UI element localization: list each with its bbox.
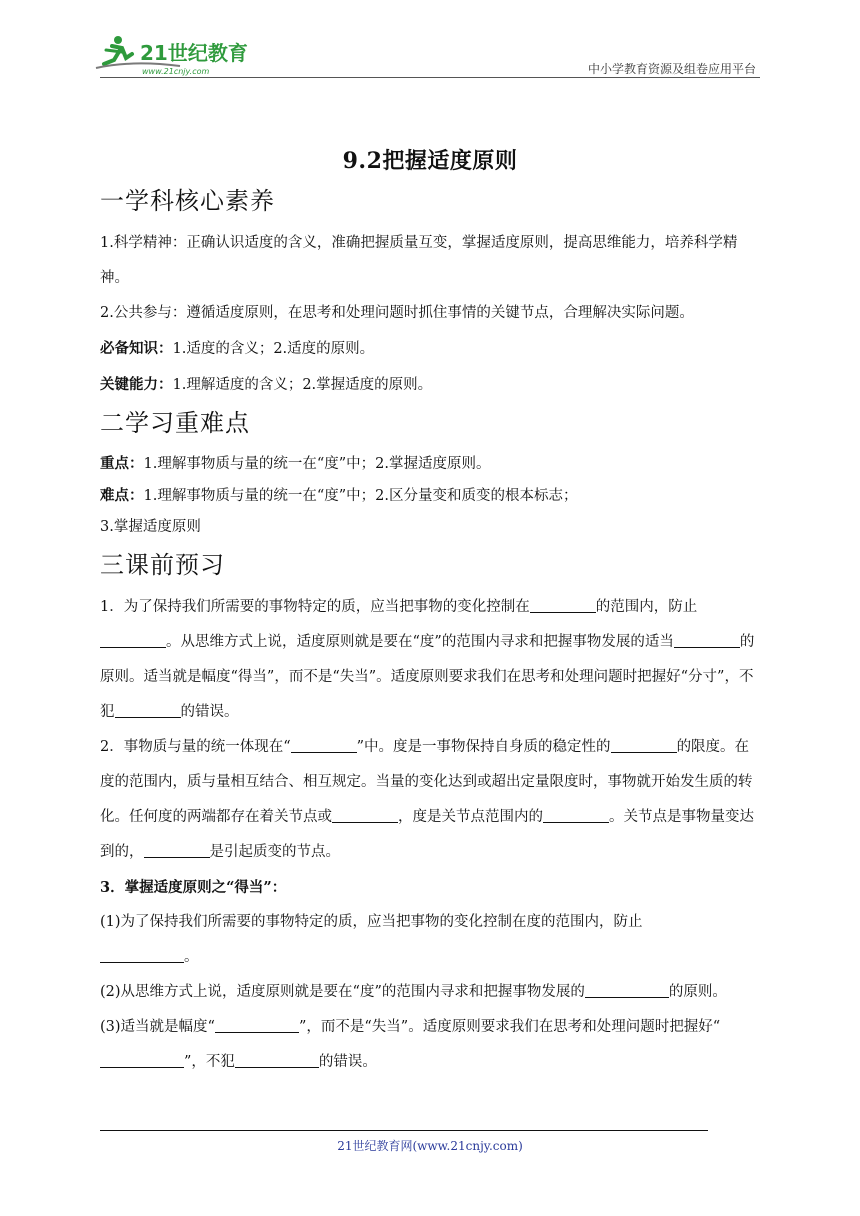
q1-part-b: 的范围内，防止 (595, 599, 698, 615)
svg-text:21世纪教育: 21世纪教育 (140, 41, 248, 65)
paragraph-science-spirit: 1.科学精神：正确认识适度的含义，准确把握质量互变，掌握适度原则，提高思维能力，培养科学精神。 (100, 235, 738, 286)
platform-name: 中小学教育资源及组卷应用平台 (587, 62, 756, 76)
label-difficulty: 难点： (100, 487, 144, 504)
q3-1-part-a: (1)为了保持我们所需要的事物特定的质，应当把事物的变化控制在度的范围内，防止 (100, 914, 643, 930)
answer-blank (100, 633, 166, 649)
question-3-heading: 3．掌握适度原则之“得当”： (100, 879, 287, 896)
q2-part-a: 2．事物质与量的统一体现在“ (100, 739, 291, 755)
q3-3-part-a: (3)适当就是幅度“ (100, 1019, 215, 1035)
paragraph-difficulty-cont: 3.掌握适度原则 (100, 519, 201, 535)
q1-part-c: 。从思维方式上说，适度原则就是要在“度”的范围内寻求和把握事物发展的适当 (166, 634, 674, 650)
footer-link[interactable]: 21世纪教育网(www.21cnjy.com) (337, 1139, 523, 1153)
answer-blank (611, 738, 677, 754)
page-header (0, 0, 860, 90)
paragraph-required-knowledge (100, 331, 760, 367)
question-2 (100, 730, 760, 870)
question-3-item-1 (100, 905, 760, 975)
question-3-item-2 (100, 975, 760, 1010)
q2-part-f: 是引起质变的节点。 (209, 844, 340, 860)
q1-part-d: 的原则。适当就是幅度“得当”，而不是“失当”。适度原则要求我们在思考和处理问题时把握好“分寸”，不犯 (100, 634, 755, 720)
text-key-ability: 1.理解适度的含义；2.掌握适度的原则。 (172, 377, 433, 393)
paragraph-difficulty (100, 480, 760, 512)
label-key-ability: 关键能力： (100, 376, 173, 393)
answer-blank (115, 703, 181, 719)
q3-2-part-a: (2)从思维方式上说，适度原则就是要在“度”的范围内寻求和把握事物发展的 (100, 984, 585, 1000)
q1-part-e: 的错误。 (180, 704, 239, 720)
paragraph-public-participation: 2.公共参与：遵循适度原则，在思考和处理问题时抓住事情的关键节点，合理解决实际问题。 (100, 305, 694, 321)
text-required-knowledge: 1.适度的含义；2.适度的原则。 (172, 341, 375, 357)
site-logo (92, 30, 272, 80)
paragraph-focus (100, 448, 760, 480)
answer-blank (674, 633, 740, 649)
answer-blank (332, 808, 398, 824)
section-heading-key-points: 二学习重难点 (100, 409, 250, 437)
answer-blank (235, 1053, 319, 1069)
label-required-knowledge: 必备知识： (100, 340, 173, 357)
q3-3-part-d: 的错误。 (318, 1054, 377, 1070)
q3-3-part-b: ”，而不是“失当”。适度原则要求我们在思考和处理问题时把握好“ (298, 1019, 721, 1035)
answer-blank (530, 598, 596, 614)
q1-part-a: 1．为了保持我们所需要的事物特定的质，应当把事物的变化控制在 (100, 599, 530, 615)
answer-blank (100, 948, 184, 964)
question-1 (100, 590, 760, 730)
section-heading-preview: 三课前预习 (100, 551, 225, 579)
q2-part-b: ”中。度是一事物保持自身质的稳定性的 (356, 739, 611, 755)
answer-blank (291, 738, 357, 754)
q2-part-e: 。关节点是事物量变达到的， (100, 809, 754, 860)
document-body (100, 138, 760, 1080)
answer-blank (215, 1018, 299, 1034)
answer-blank (144, 843, 210, 859)
answer-blank (100, 1053, 184, 1069)
q3-3-part-c: ”，不犯 (184, 1054, 235, 1070)
section-heading-core-literacy: 一学科核心素养 (100, 187, 275, 215)
q3-2-part-b: 的原则。 (668, 984, 727, 1000)
text-focus: 1.理解事物质与量的统一在“度”中；2.掌握适度原则。 (143, 456, 491, 472)
header-divider (100, 77, 760, 78)
page-title: 9.2把握适度原则 (342, 148, 518, 174)
label-focus: 重点： (100, 455, 144, 472)
q3-1-part-b: 。 (184, 949, 199, 965)
text-difficulty: 1.理解事物质与量的统一在“度”中；2.区分量变和质变的根本标志； (143, 488, 578, 504)
answer-blank (543, 808, 609, 824)
answer-blank (585, 983, 669, 999)
footer-divider (100, 1130, 708, 1131)
question-3-item-3 (100, 1010, 760, 1080)
svg-text:www.21cnjy.com: www.21cnjy.com (142, 67, 210, 76)
q2-part-d: ，度是关节点范围内的 (398, 809, 543, 825)
q2-part-c: 的限度。在度的范围内，质与量相互结合、相互规定。当量的变化达到或超出定量限度时，事物就开始发生质的转化。任何度的两端都存在着关节点或 (100, 739, 753, 825)
paragraph-key-ability (100, 367, 760, 403)
